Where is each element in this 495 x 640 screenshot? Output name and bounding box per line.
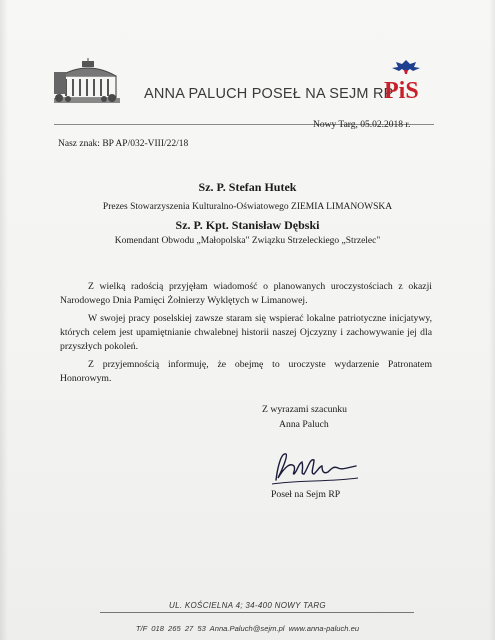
- pis-logo-text: PiS: [384, 78, 419, 102]
- addressee-2-role: Komendant Obwodu „Małopolska" Związku Strzeleckiego „Strzelec": [114, 236, 381, 246]
- addressee-2-name: Sz. P. Kpt. Stanisław Dębski: [175, 218, 320, 232]
- letter-date: Nowy Targ, 05.02.2018 r.: [313, 120, 411, 130]
- body-paragraph-1: Z wielką radością przyjęłam wiadomość o planowanych uroczystościach z okazji Narodowego Dnia Pamięci Żołnierzy Wyklętych w Limanowej.: [60, 281, 432, 307]
- sejm-building-logo: [54, 58, 120, 106]
- scan-shadow-left: [0, 0, 8, 640]
- signer-title: Poseł na Sejm RP: [271, 489, 341, 500]
- closing-greeting: Z wyrazami szacunku: [262, 404, 347, 415]
- addressee-1-role: Prezes Stowarzyszenia Kulturalno-Oświatowego ZIEMIA LIMANOWSKA: [102, 202, 393, 212]
- addressee-1-name: Sz. P. Stefan Hutek: [198, 180, 297, 194]
- body-paragraph-3: Z przyjemnością informuję, że obejmę to uroczyste wydarzenie Patronatem Honorowym.: [60, 359, 432, 385]
- footer-address: UL. KOŚCIELNA 4; 34-400 NOWY TARG: [169, 601, 326, 610]
- footer-divider: [100, 612, 414, 613]
- body-paragraph-2: W swojej pracy poselskiej zawsze staram się wspierać lokalne patriotyczne inicjatywy, których celem jest upamiętnianie chwalebnej historii naszej Ojczyzny i zachowywanie jej dla przyszłych pokoleń.: [60, 312, 432, 353]
- pis-party-logo: [380, 56, 432, 102]
- header-title: ANNA PALUCH POSEŁ NA SEJM RP: [144, 86, 394, 102]
- footer-contact: T/F 018 265 27 53 Anna.Paluch@sejm.pl www.anna-paluch.eu: [135, 624, 360, 633]
- handwritten-signature: [268, 444, 360, 486]
- letter-body: [60, 280, 432, 390]
- reference-number: Nasz znak: BP AP/032-VIII/22/18: [58, 139, 189, 149]
- closing-signer: Anna Paluch: [279, 419, 329, 430]
- scan-shadow-right: [489, 0, 495, 640]
- closing-block: [262, 402, 347, 432]
